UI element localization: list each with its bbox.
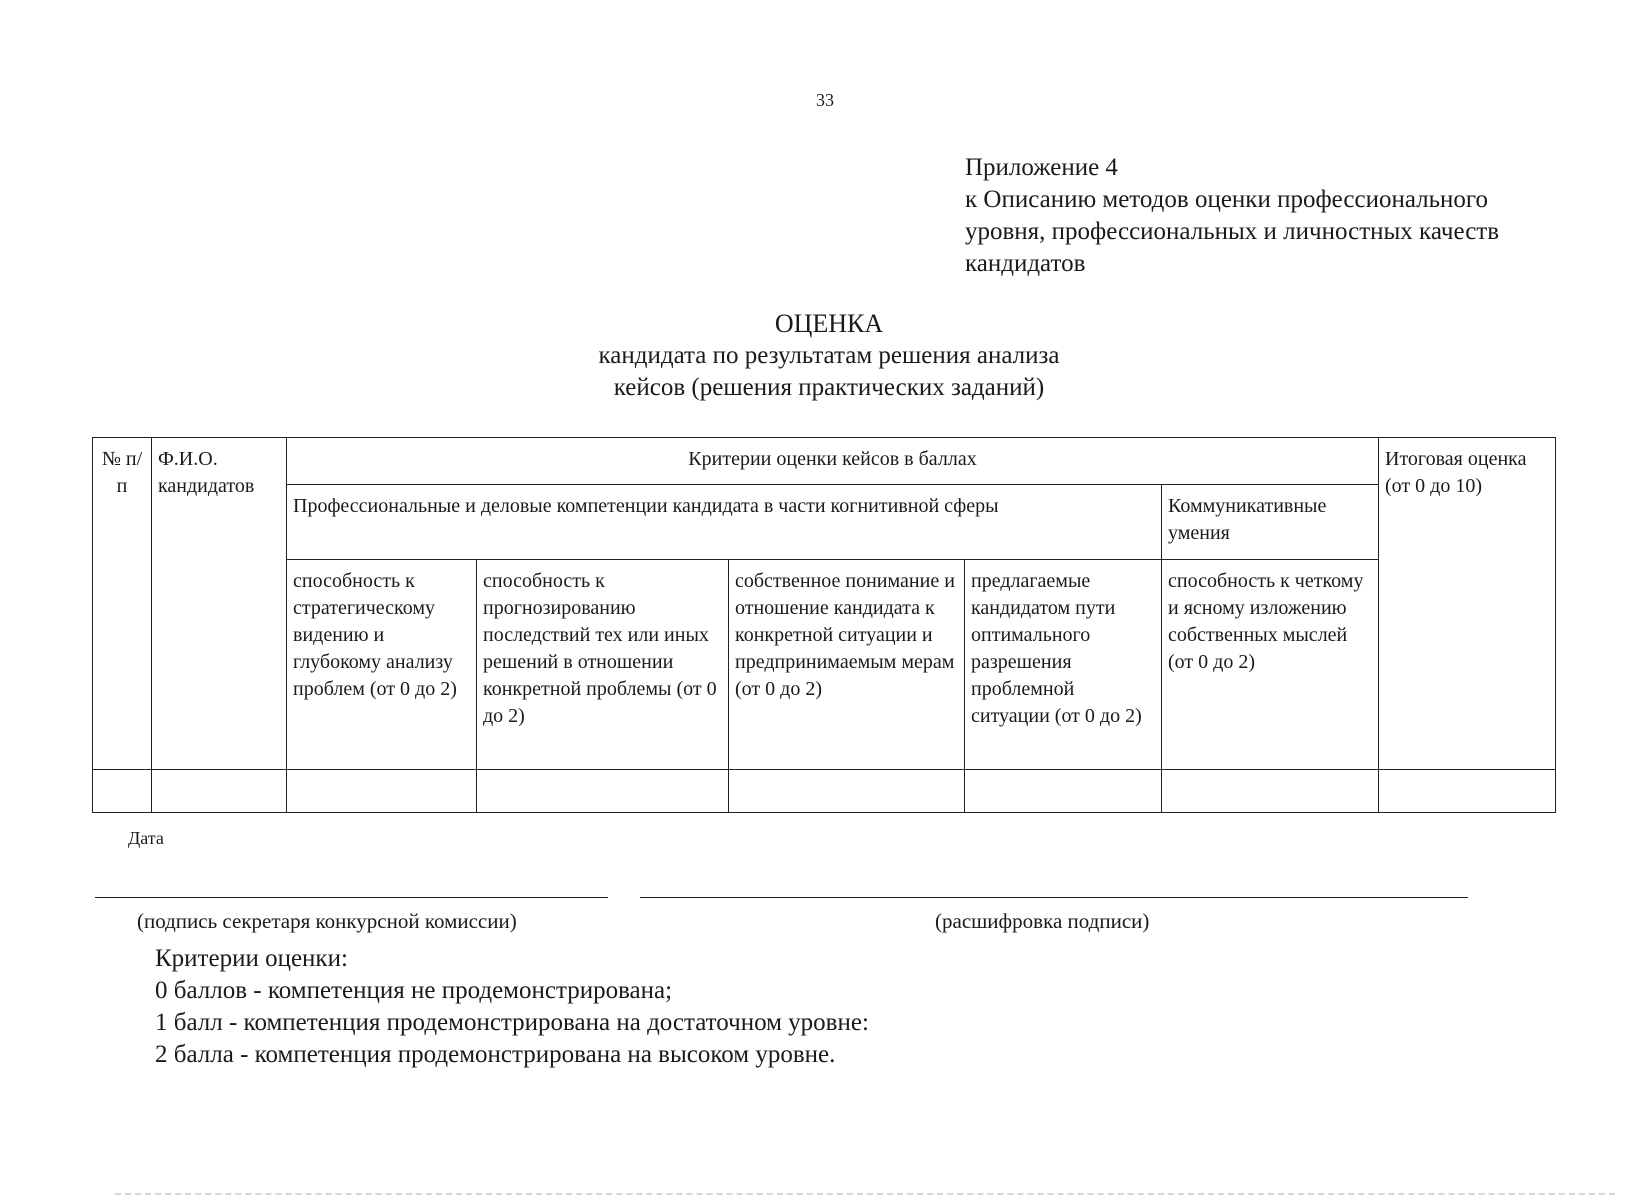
criteria-item: 2 балла - компетенция продемонстрирована на высоком уровне. xyxy=(155,1041,836,1068)
header-number: № п/п xyxy=(93,438,152,770)
header-fio: Ф.И.О. кандидатов xyxy=(152,438,287,770)
appendix-line: Приложение 4 xyxy=(965,154,1118,181)
criterion-strategic-vision: способность к стратегическому видению и глубокому анализу проблем (от 0 до 2) xyxy=(287,560,477,770)
title-subtitle: кандидата по результатам решения анализа xyxy=(598,342,1060,369)
table-cell xyxy=(93,770,152,813)
criteria-item: 0 баллов - компетенция не продемонстрирована; xyxy=(155,977,673,1004)
title-main: ОЦЕНКА xyxy=(774,309,884,338)
criterion-solution-paths: предлагаемые кандидатом пути оптимального разрешения проблемной ситуации (от 0 до 2) xyxy=(965,560,1162,770)
table-cell xyxy=(477,770,729,813)
secretary-signature-caption: (подпись секретаря конкурсной комиссии) xyxy=(137,909,517,933)
appendix-reference xyxy=(965,152,1499,280)
header-criteria: Критерии оценки кейсов в баллах xyxy=(287,438,1379,485)
decoding-signature-line xyxy=(640,897,1468,898)
secretary-signature-line xyxy=(95,897,608,898)
appendix-line: уровня, профессиональных и личностных качеств xyxy=(965,218,1500,245)
criteria-item: 1 балл - компетенция продемонстрирована на достаточном уровне: xyxy=(155,1009,869,1036)
decoding-signature-caption: (расшифровка подписи) xyxy=(935,909,1150,933)
criteria-heading: Критерии оценки: xyxy=(155,945,348,972)
criterion-forecasting: способность к прогнозированию последствий тех или иных решений в отношении конкретной проблемы (от 0 до 2) xyxy=(477,560,729,770)
table-cell xyxy=(729,770,965,813)
appendix-line: кандидатов xyxy=(965,250,1086,277)
table-cell xyxy=(287,770,477,813)
header-total: Итоговая оценка (от 0 до 10) xyxy=(1379,438,1556,770)
appendix-line: к Описанию методов оценки профессионального xyxy=(965,186,1489,213)
criterion-clear-expression: способность к четкому и ясному изложению собственных мыслей (от 0 до 2) xyxy=(1162,560,1379,770)
table-row xyxy=(93,770,1556,813)
evaluation-table xyxy=(92,437,1556,813)
criterion-own-understanding: собственное понимание и отношение кандидата к конкретной ситуации и предпринимаемым мерам (от 0 до 2) xyxy=(729,560,965,770)
table-cell xyxy=(1379,770,1556,813)
table-cell xyxy=(1162,770,1379,813)
table-cell xyxy=(965,770,1162,813)
title-subtitle: кейсов (решения практических заданий) xyxy=(613,374,1045,401)
header-communicative-group: Коммуникативные умения xyxy=(1162,485,1379,560)
document-title xyxy=(0,308,1633,404)
criteria-legend xyxy=(155,943,869,1071)
date-label: Дата xyxy=(128,828,164,848)
page-number: 33 xyxy=(816,90,834,110)
header-professional-group: Профессиональные и деловые компетенции кандидата в части когнитивной сферы xyxy=(287,485,1162,560)
table-cell xyxy=(152,770,287,813)
scan-artifact-line xyxy=(115,1193,1615,1195)
